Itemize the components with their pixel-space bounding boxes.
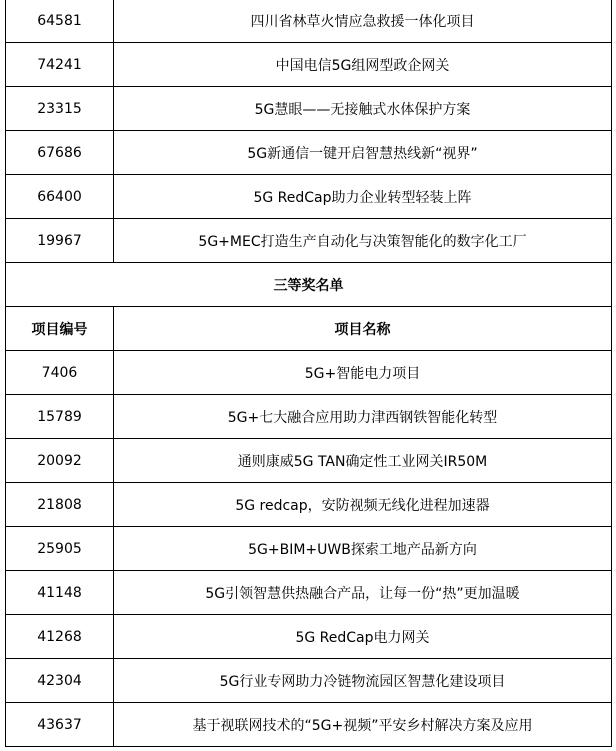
table-row xyxy=(6,351,612,395)
project-id-cell: 7406 xyxy=(6,351,114,395)
project-id-cell: 66400 xyxy=(6,175,114,219)
project-id-cell: 74241 xyxy=(6,43,114,87)
project-name-cell: 5G新通信一键开启智慧热线新“视界” xyxy=(114,131,612,175)
table-header-row xyxy=(6,307,612,351)
project-name-cell: 5G+七大融合应用助力津西钢铁智能化转型 xyxy=(114,395,612,439)
project-id-cell: 67686 xyxy=(6,131,114,175)
project-name-cell: 中国电信5G组网型政企网关 xyxy=(114,43,612,87)
project-name-cell: 5G引领智慧供热融合产品，让每一份“热”更加温暖 xyxy=(114,571,612,615)
project-name-cell: 四川省林草火情应急救援一体化项目 xyxy=(114,0,612,43)
table-row xyxy=(6,219,612,263)
project-name-cell: 5G+MEC打造生产自动化与决策智能化的数字化工厂 xyxy=(114,219,612,263)
project-id-cell: 42304 xyxy=(6,659,114,703)
project-id-cell: 20092 xyxy=(6,439,114,483)
project-name-cell: 5G RedCap电力网关 xyxy=(114,615,612,659)
table-row xyxy=(6,43,612,87)
project-id-cell: 23315 xyxy=(6,87,114,131)
project-name-cell: 基于视联网技术的“5G+视频”平安乡村解决方案及应用 xyxy=(114,703,612,747)
column-header-project-id: 项目编号 xyxy=(6,307,114,351)
table-row xyxy=(6,175,612,219)
table-row xyxy=(6,131,612,175)
table-row xyxy=(6,0,612,43)
project-name-cell: 5G行业专网助力冷链物流园区智慧化建设项目 xyxy=(114,659,612,703)
project-id-cell: 21808 xyxy=(6,483,114,527)
table-row xyxy=(6,483,612,527)
project-id-cell: 43637 xyxy=(6,703,114,747)
section-title: 三等奖名单 xyxy=(6,263,612,307)
project-id-cell: 15789 xyxy=(6,395,114,439)
column-header-project-name: 项目名称 xyxy=(114,307,612,351)
table-row xyxy=(6,615,612,659)
project-name-cell: 5G慧眼——无接触式水体保护方案 xyxy=(114,87,612,131)
project-id-cell: 25905 xyxy=(6,527,114,571)
table-row xyxy=(6,659,612,703)
table-row xyxy=(6,571,612,615)
table-row xyxy=(6,395,612,439)
table-row xyxy=(6,439,612,483)
project-name-cell: 5G RedCap助力企业转型轻装上阵 xyxy=(114,175,612,219)
project-name-cell: 通则康威5G TAN确定性工业网关IR50M xyxy=(114,439,612,483)
project-name-cell: 5G+BIM+UWB探索工地产品新方向 xyxy=(114,527,612,571)
project-id-cell: 41268 xyxy=(6,615,114,659)
project-name-cell: 5G+智能电力项目 xyxy=(114,351,612,395)
table-row xyxy=(6,527,612,571)
section-title-row xyxy=(6,263,612,307)
table-row xyxy=(6,703,612,747)
project-id-cell: 19967 xyxy=(6,219,114,263)
table-row xyxy=(6,87,612,131)
project-name-cell: 5G redcap，安防视频无线化进程加速器 xyxy=(114,483,612,527)
project-id-cell: 64581 xyxy=(6,0,114,43)
project-id-cell: 41148 xyxy=(6,571,114,615)
award-list-table xyxy=(5,0,612,747)
